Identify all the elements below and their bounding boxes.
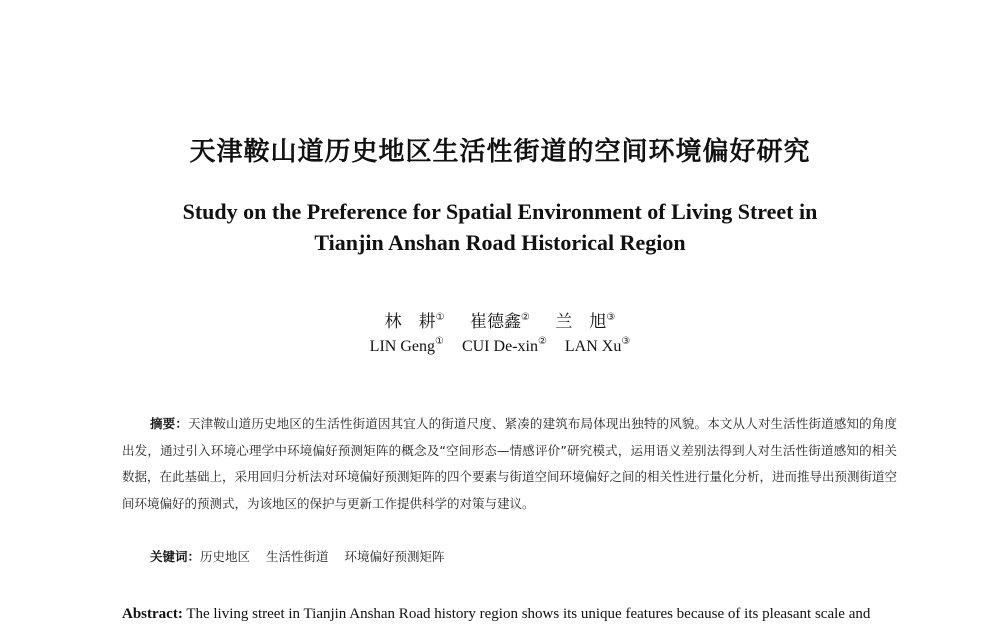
author-cn-lan: 兰 旭③ (555, 312, 616, 332)
abstract-cn-label: 摘要： (150, 416, 188, 431)
keyword-item: 环境偏好预测矩阵 (344, 549, 445, 564)
author-cn-lin: 林 耕① (384, 312, 445, 332)
affiliation-mark: ③ (606, 312, 616, 323)
english-title-line-1: Study on the Preference for Spatial Environment of Living Street in (182, 199, 818, 224)
affiliation-mark: ② (521, 312, 530, 323)
chinese-title: 天津鞍山道历史地区生活性街道的空间环境偏好研究 (189, 137, 811, 167)
keyword-item: 生活性街道 (266, 549, 329, 564)
keyword-item: 历史地区 (200, 549, 251, 564)
author-cn-cui: 崔德鑫② (470, 312, 530, 332)
abstract-cn-text: 天津鞍山道历史地区的生活性街道因其宜人的街道尺度、紧凑的建筑布局体现出独特的风貌。本文从人对生活性街道感知的角度出发，通过引入环境心理学中环境偏好预测矩阵的概念及“空间形态—情感评价”研究模式，运用语义差别法得到人对生活性街道感知的相关数据，在此基础上，采用回归分析法对环境偏好预测矩阵的四个要素与街道空间环境偏好之间的相关性进行量化分析，进而推导出预测街道空间环境偏好的预测式，为该地区的保护与更新工作提供科学的对策与建议。 (122, 416, 898, 511)
english-authors (0, 336, 1000, 356)
abstract-en-label: Abstract: (122, 606, 183, 622)
author-en-lan: LAN Xu③ (564, 336, 631, 355)
english-abstract (122, 603, 902, 625)
english-title (0, 196, 1000, 258)
author-en-lin: LIN Geng① (369, 336, 444, 355)
chinese-authors (0, 307, 1000, 332)
keywords-label: 关键词： (150, 549, 201, 564)
affiliation-mark: ③ (621, 336, 631, 347)
english-title-line-2: Tianjin Anshan Road Historical Region (314, 230, 686, 255)
affiliation-mark: ① (434, 336, 444, 347)
affiliation-mark: ① (435, 312, 445, 323)
affiliation-mark: ② (537, 336, 547, 347)
chinese-keywords (150, 547, 890, 565)
abstract-en-text: The living street in Tianjin Anshan Road history region shows its unique features because of its pleasant scale and (186, 606, 871, 622)
chinese-abstract (122, 411, 897, 517)
author-en-cui: CUI De-xin② (461, 336, 547, 355)
